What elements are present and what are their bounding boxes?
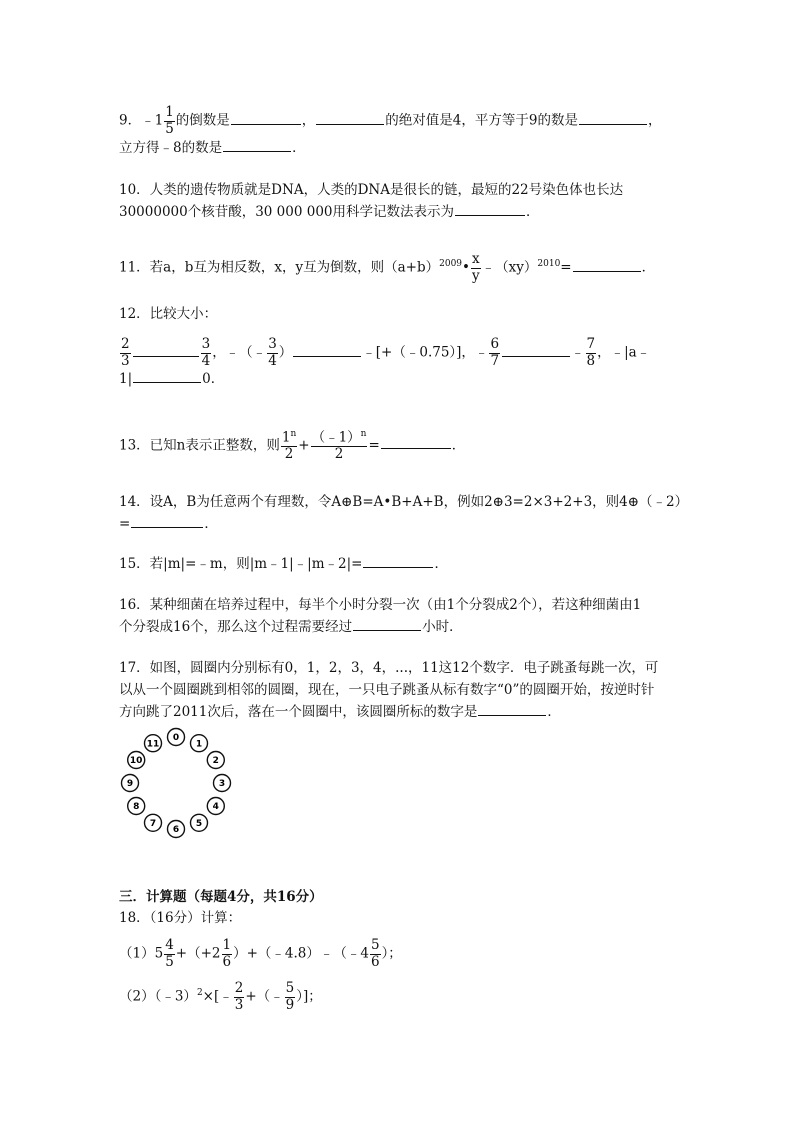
circle-label: 0 [172, 733, 180, 744]
answer-blank[interactable] [502, 344, 570, 357]
number-circle-8 [128, 798, 145, 815]
fraction: $\frac{3}{4}$ [268, 336, 277, 369]
number-circle-0 [168, 729, 185, 746]
answer-blank[interactable] [455, 203, 525, 216]
q14-line1: 14．设A，B为任意两个有理数，令A⊕B=A•B+A+B，例如2⊕3=2×3+2+3，则4⊕（﹣2） [119, 494, 689, 510]
number-circle-1 [191, 735, 208, 752]
fraction: $\frac{1}{5}$ [165, 104, 174, 137]
fraction: $\frac{(﹣1)^n}{2}$ [311, 429, 367, 462]
q17-line3: 方向跳了2011次后，落在一个圆圈中，该圆圈所标的数字是 ． [119, 704, 561, 720]
q15-line: 15．若|m|=﹣m，则|m﹣1|﹣|m﹣2|= ． [119, 556, 448, 572]
answer-blank[interactable] [133, 370, 201, 383]
fraction: $\frac{1}{6}$ [222, 937, 232, 970]
fraction: $\frac{2}{3}$ [121, 336, 130, 369]
circle-label: 9 [126, 779, 134, 790]
answer-blank[interactable] [316, 112, 384, 125]
fraction: $\frac{5}{9}$ [285, 980, 295, 1013]
number-circle-5 [191, 814, 208, 831]
q12-line1: $\frac{2}{3}$ $\frac{3}{4}$ ，﹣（﹣ $\frac{3}{4}$ ） ﹣[+（﹣0.75）]，﹣ $\frac{6}{7}$ ﹣ $\frac{7}{8}$ ，﹣|a﹣ [121, 336, 651, 369]
circle-label: 11 [146, 739, 160, 750]
q13-line: 13．已知n表示正整数，则 $\frac{1^n}{2}$ + $\frac{(﹣1)^n}{2}$ = ． [119, 429, 466, 462]
number-circle-6 [168, 821, 185, 838]
fraction: $\frac{1^n}{2}$ [281, 429, 297, 462]
fraction: $\frac{4}{5}$ [165, 937, 174, 970]
q12-title: 12．比较大小： [119, 306, 218, 322]
circle-label: 7 [149, 819, 157, 829]
circle-label: 4 [212, 802, 219, 813]
circle-label: 3 [218, 779, 226, 790]
fraction: $\frac{5}{6}$ [370, 937, 380, 970]
answer-blank[interactable] [573, 259, 641, 272]
answer-blank[interactable] [293, 344, 361, 357]
q10-line2: 30000000个核苷酸，30 000 000用科学记数法表示为 ． [119, 204, 540, 220]
fraction: $\frac{x}{y}$ [472, 251, 480, 284]
circle-label: 5 [195, 819, 203, 829]
section-title: 三．计算题（每题4分，共16分） [119, 889, 323, 905]
q16-line1: 16．某种细菌在培养过程中，每半个小时分裂一次（由1个分裂成2个），若这种细菌由1 [119, 597, 642, 613]
q14-line2: = ． [119, 516, 218, 532]
answer-blank[interactable] [223, 139, 291, 152]
q18-line1: （1）5 $\frac{4}{5}$ +（+2 $\frac{1}{6}$ ）+（﹣4.8）﹣（﹣4 $\frac{5}{6}$ ）； [119, 937, 402, 970]
q17-line2: 以从一个圆圈跳到相邻的圆圈，现在，一只电子跳蚤从标有数字“0”的圆圈开始，按逆时针 [119, 682, 655, 698]
fraction: $\frac{2}{3}$ [234, 980, 244, 1013]
q16-line2: 个分裂成16个，那么这个过程需要经过 小时． [119, 619, 463, 635]
circle-label: 2 [212, 756, 219, 767]
circle-label: 8 [133, 802, 140, 813]
number-circle-4 [207, 798, 224, 815]
answer-blank[interactable] [381, 436, 451, 449]
q10-line1: 10．人类的遗传物质就是DNA，人类的DNA是很长的链，最短的22号染色体也长达 [119, 182, 624, 198]
number-circle-figure [118, 727, 238, 839]
q18-head: 18．（16分）计算： [119, 910, 242, 926]
fraction: $\frac{6}{7}$ [490, 336, 500, 369]
answer-blank[interactable] [478, 703, 546, 716]
fraction: $\frac{7}{8}$ [586, 336, 596, 369]
number-circle-10 [128, 752, 145, 769]
q9-line2: 立方得﹣8的数是 ． [119, 140, 306, 156]
answer-blank[interactable] [131, 515, 203, 528]
q17-line1: 17．如图，圆圈内分别标有0，1，2，3，4，...，11这12个数字．电子跳蚤每跳一次，可 [119, 660, 659, 676]
answer-blank[interactable] [133, 344, 199, 357]
q9-line1: 9．﹣1 $\frac{1}{5}$ 的倒数是 ， 的绝对值是4，平方等于9的数是 ， [119, 104, 662, 137]
answer-blank[interactable] [231, 112, 301, 125]
number-circle-11 [145, 735, 162, 752]
answer-blank[interactable] [579, 112, 647, 125]
circle-label: 1 [195, 739, 203, 750]
number-circle-3 [214, 775, 231, 792]
number-circle-7 [145, 814, 162, 831]
q11-line: 11．若a，b互为相反数，x，y互为倒数，则$(a+b)^{2009}•$ $\frac{x}{y}$ ﹣（xy）$^{2010}$= ． [119, 251, 656, 284]
circle-label: 10 [129, 756, 143, 767]
fraction: $\frac{3}{4}$ [201, 336, 211, 369]
number-circle-9 [122, 775, 139, 792]
answer-blank[interactable] [353, 618, 421, 631]
circle-label: 6 [172, 825, 180, 836]
answer-blank[interactable] [363, 555, 433, 568]
q12-line2: 1| 0． [119, 371, 225, 387]
q9-number: 9． [119, 112, 142, 129]
q18-line2: （2）（﹣3）$^2$×[﹣ $\frac{2}{3}$ +（﹣ $\frac{5}{9}$ ）]； [119, 980, 322, 1013]
number-circle-2 [207, 752, 224, 769]
